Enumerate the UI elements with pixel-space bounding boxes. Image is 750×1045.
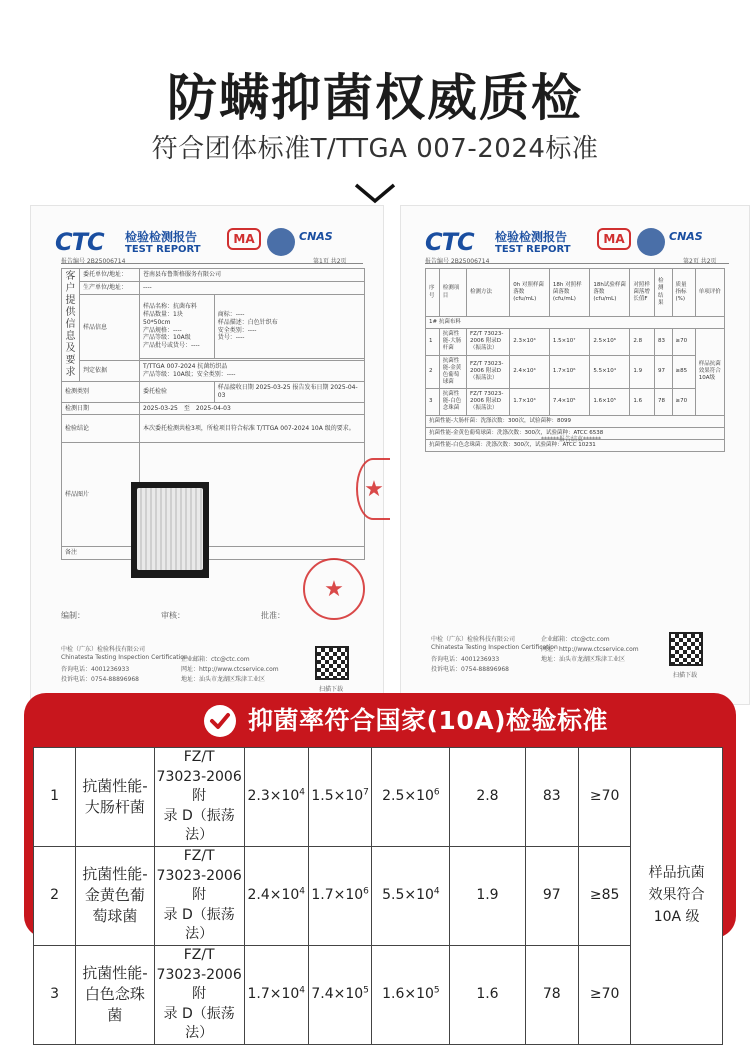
red-stamp-icon: ★ (303, 558, 365, 620)
red-stamp-half-icon: ★ (356, 458, 390, 520)
test-report-page-1: CTC 检验检测报告 TEST REPORT MA CNAS 报告编号 2B25006714 第1页 共2页 客户提供信息及要求 委托单位/地址： 苍南县布鲁斯格服务有限公司 生产单位/地址： ---- 样品信息 样品名称：抗菌布料 样品数量：1块 50*50cm 产品规格：---- 产品等级：10A级 产品批号或货号：---- 商标：---- 样品描述：白色针织布 安全类别：---- 货号：---- 判定依据 T/TTGA 007-2024 抗菌纺织品 产品等级：10A级；安全类别：---- 检测类别 委托检验 样品接收日期 2025-03-25 报告发布日期 2025-04-03 检测日期 2025-03-25 至 2025-04-03 检验结论 本次委托检测共检3项，所检项目符合标准 T/TTGA 007-2024 10A 级的要求。 样品图片 备注 编制： 审核： 批准： 中检（广东）检验科技有限公司 Chinatesta Testing Inspection Certification 咨询电话：4001236933 投诉电话：0754-88896968 企业邮箱：ctc@ctc.com 网址：http://www.ctcservice.com 地址：汕头市龙湖区珠津工业区 扫描下载 (30, 205, 384, 705)
sign-review: 审核： (161, 611, 185, 620)
page-title: 防螨抑菌权威质检 (167, 69, 583, 127)
qr-code-icon (315, 646, 349, 680)
sample-photo (131, 482, 209, 578)
report-number: 报告编号 2B25006714 (61, 258, 126, 265)
report-result-table: 序号 检测项目 检测方法 0h 对照样菌落数(cfu/mL) 18h 对照样菌落数(cfu/mL) 18h试验样菌落数(cfu/mL) 对照样菌落增长值F 检测结果 质量指标(%) 单项评价 1# 抗菌布料 1 抗菌性能-大肠杆菌 FZ/T 73023-2006 附录D（振荡法） 2.3×10⁴ 1.5×10⁷ 2.5×10⁶ 2.8 83 ≥70 样品抗菌效果符合10A级 2 抗菌性能-金黄色葡萄球菌 FZ/T 73023-2006 附录D（振荡法） 2.4×10⁴ 1.7×10⁶ 5.5×10⁴ 1.9 97 ≥85 3 抗菌性能-白色念珠菌 FZ/T 73023-2006 附录D（振荡法） 1.7×10⁴ 7.4×10⁵ 1.6×10⁵ 1.6 78 ≥70 抗菌性能-大肠杆菌：洗涤次数：300次，试验菌种：8099 抗菌性能-金黄色葡萄球菌：洗涤次数：300次，试验菌种：ATCC 6538 抗菌性能-白色念珠菌：洗涤次数：300次，试验菌种：ATCC 10231 (425, 268, 725, 452)
ma-certification-icon: MA (597, 228, 631, 250)
report-title-cn: 检验检测报告 (125, 230, 198, 244)
report-title-en: TEST REPORT (125, 244, 201, 255)
side-label: 客户提供信息及要求 (62, 269, 80, 382)
report-info-table: 客户提供信息及要求 委托单位/地址： 苍南县布鲁斯格服务有限公司 生产单位/地址： ---- 样品信息 样品名称：抗菌布料 样品数量：1块 50*50cm 产品规格：---- 产品等级：10A级 产品批号或货号：---- 商标：---- 样品描述：白色针织布 安全类别：---- 货号：---- 判定依据 T/TTGA 007-2024 抗菌纺织品 产品等级：10A级；安全类别：---- 检测类别 委托检验 样品接收日期 2025-03-25 报告发布日期 2025-04-03 检测日期 2025-03-25 至 2025-04-03 检验结论 本次委托检测共检3项，所检项目符合标准 T/TTGA 007-2024 10A 级的要求。 样品图片 备注 (61, 268, 365, 560)
verdict-cell: 样品抗菌 效果符合 10A 级 (631, 748, 723, 1045)
ma-certification-icon: MA (227, 228, 261, 250)
cnas-logo: CNAS (299, 230, 333, 243)
check-circle-icon (202, 703, 238, 739)
qr-code-icon (669, 632, 703, 666)
page-subtitle: 符合团体标准T/TTGA 007-2024标准 (151, 134, 599, 164)
ilac-mra-icon (267, 228, 295, 256)
report-end: ******报告结束****** (541, 436, 602, 443)
banner-title: 抑菌率符合国家(10A)检验标准 (248, 706, 608, 735)
report-header-2: CTC 检验检测报告 TEST REPORT MA CNAS (425, 228, 703, 256)
ilac-mra-icon (637, 228, 665, 256)
report-page: 第1页 共2页 (313, 258, 347, 265)
result-table (33, 747, 723, 1045)
test-report-page-2: CTC 检验检测报告 TEST REPORT MA CNAS 报告编号 2B25006714 第2页 共2页 序号 检测项目 检测方法 0h 对照样菌落数(cfu/mL) 18h 对照样菌落数(cfu/mL) 18h试验样菌落数(cfu/mL) 对照样菌落增长值F 检测结果 质量指标(%) 单项评价 1# 抗菌布料 1 抗菌性能-大肠杆菌 FZ/T 73023-2006 附录D（振荡法） 2.3×10⁴ 1.5×10⁷ 2.5×10⁶ 2.8 83 ≥70 样品抗菌效果符合10A级 2 抗菌性能-金黄色葡萄球菌 FZ/T 73023-2006 附录D（振荡法） 2.4×10⁴ 1.7×10⁶ 5.5×10⁴ 1.9 97 ≥85 3 抗菌性能-白色念珠菌 FZ/T 73023-2006 附录D（振荡法） 1.7×10⁴ 7.4×10⁵ 1.6×10⁵ 1.6 78 ≥70 抗菌性能-大肠杆菌：洗涤次数：300次，试验菌种：8099 抗菌性能-金黄色葡萄球菌：洗涤次数：300次，试验菌种：ATCC 6538 抗菌性能-白色念珠菌：洗涤次数：300次，试验菌种：ATCC 10231 ******报告结束****** 中检（广东）检验科技有限公司 Chinatesta Testing Inspection Certification 咨询电话：4001236933 投诉电话：0754-88896968 企业邮箱：ctc@ctc.com 网址：http://www.ctcservice.com 地址：汕头市龙湖区珠津工业区 扫描下载 (400, 205, 750, 705)
table-row: 1 抗菌性能- 大肠杆菌 FZ/T 73023-2006 附 录 D（振荡法） $2.3\times 10^4$ $1.5\times 10^7$ $2.5\times 10^6$ 2.8 83 ≥70 样品抗菌 效果符合 10A 级 (34, 748, 723, 847)
chevron-down-icon (353, 181, 397, 205)
sign-approve: 批准： (261, 611, 285, 620)
table-row: 2 抗菌性能- 金黄色葡 萄球菌 FZ/T 73023-2006 附 录 D（振荡法） $2.4\times 10^4$ $1.7\times 10^6$ $5.5\times 10^4$ 1.9 97 ≥85 (34, 846, 723, 945)
ctc-logo: CTC (55, 228, 104, 256)
sign-prepare: 编制： (61, 611, 85, 620)
table-row: 3 抗菌性能- 白色念珠 菌 FZ/T 73023-2006 附 录 D（振荡法） $1.7\times 10^4$ $7.4\times 10^5$ $1.6\times 10^5$ 1.6 78 ≥70 (34, 945, 723, 1044)
